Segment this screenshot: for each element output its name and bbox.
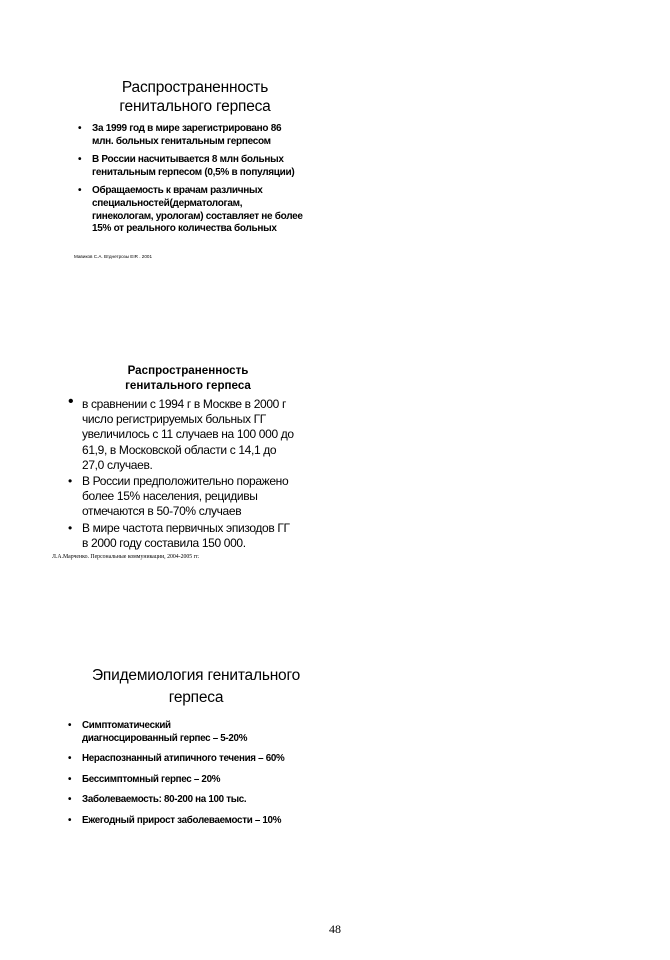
bullet-text: 27,0 случаев. xyxy=(82,457,153,472)
bullet-text: гинекологам, урологам) составляет не более xyxy=(92,210,303,222)
bullet-item xyxy=(68,753,326,766)
slide-epidemiology xyxy=(66,665,326,836)
bullet-item xyxy=(78,154,320,179)
bullet-text: число регистрируемых больных ГГ xyxy=(82,412,266,427)
bullet-list xyxy=(68,397,318,551)
bullet-list xyxy=(78,123,320,236)
bullet-text: в сравнении с 1994 г в Москве в 2000 г xyxy=(82,397,287,411)
bullet-item xyxy=(68,474,318,520)
bullet-item xyxy=(68,774,326,787)
bullet-text: увеличилось с 11 случаев на 100 000 до xyxy=(82,427,294,442)
bullet-item xyxy=(78,185,320,235)
bullet-text: специальностей(дерматологам, xyxy=(92,197,243,209)
title-line: генитального герпеса xyxy=(125,379,251,392)
bullet-text: В России насчитывается 8 млн больных xyxy=(92,154,284,166)
bullet-text: Ежегодный прирост заболеваемости – 10% xyxy=(82,814,282,826)
bullet-text: 61,9, в Московской области с 14,1 до xyxy=(82,442,277,457)
slide-title xyxy=(70,78,320,116)
title-line: Распространенность xyxy=(121,79,269,96)
bullet-text: Обращаемость к врачам различных xyxy=(92,185,263,197)
bullet-item xyxy=(68,794,326,807)
title-line: генитального герпеса xyxy=(119,98,271,115)
title-line: Эпидемиология генитального xyxy=(91,667,301,684)
bullet-text: Симптоматический xyxy=(82,720,171,731)
bullet-text: В России предположительно поражено xyxy=(82,474,289,489)
bullet-text: Бессимптомный герпес – 20% xyxy=(82,773,221,785)
bullet-text: в 2000 году составила 150 000. xyxy=(82,535,246,550)
bullet-text: 15% от реального количества больных xyxy=(92,223,277,235)
bullet-text: диагносцированный герпес – 5-20% xyxy=(82,732,248,744)
title-line: Распространенность xyxy=(127,364,249,377)
bullet-text: более 15% населения, рецидивы xyxy=(82,489,258,504)
page-number: 48 xyxy=(329,922,341,936)
bullet-text: В мире частота первичных эпизодов ГГ xyxy=(82,520,290,535)
bullet-text: млн. больных генитальным герпесом xyxy=(92,135,271,147)
bullet-item xyxy=(68,397,318,473)
slide-title xyxy=(58,363,318,393)
slide-title xyxy=(66,665,326,709)
bullet-item xyxy=(68,720,326,745)
citation: Л.А.Марченко. Персональные коммуникации, 2004-2005 гг. xyxy=(52,554,200,561)
bullet-text: Заболеваемость: 80-200 на 100 тыс. xyxy=(82,794,247,806)
bullet-item xyxy=(68,521,318,551)
bullet-text: Нераспознанный атипичного течения – 60% xyxy=(82,753,285,765)
slide-prevalence-2 xyxy=(52,363,318,561)
title-line: герпеса xyxy=(168,689,224,706)
slide-prevalence-1 xyxy=(70,78,320,259)
bullet-item xyxy=(68,815,326,828)
bullet-text: генитальным герпесом (0,5% в популяции) xyxy=(92,166,295,178)
bullet-text: отмечаются в 50-70% случаев xyxy=(82,504,242,519)
bullet-text: За 1999 год в мире зарегистрировано 86 xyxy=(92,123,282,134)
bullet-item xyxy=(78,123,320,148)
citation: Мавиков С.А. Втднетрозы ЕIR . 2001 xyxy=(74,253,153,259)
bullet-list xyxy=(68,720,326,828)
